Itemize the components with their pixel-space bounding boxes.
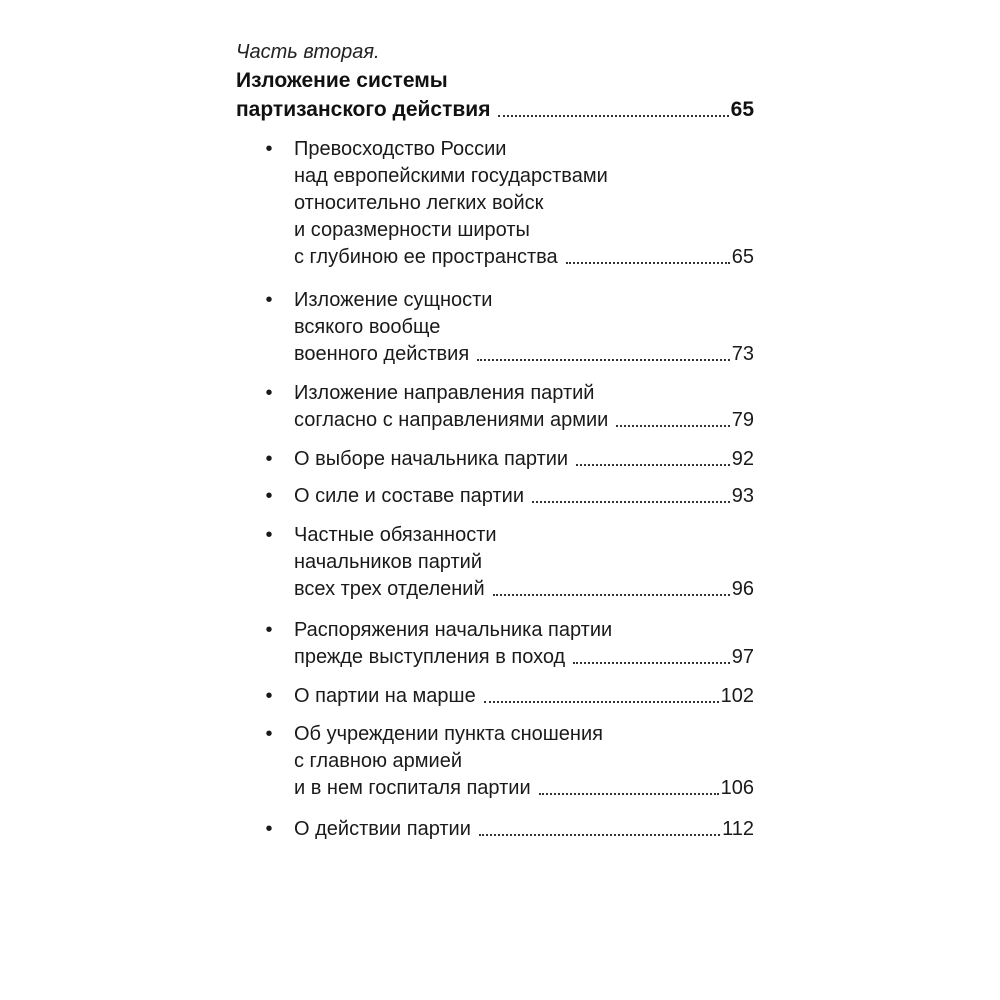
toc-entry-line: относительно легких войск — [294, 192, 544, 214]
dot-leader — [573, 662, 730, 664]
toc-entry-body — [294, 446, 754, 473]
page-number: 93 — [731, 485, 754, 507]
toc-entry-body — [294, 380, 754, 434]
toc-entry-body — [294, 522, 754, 603]
dot-leader — [532, 501, 730, 503]
toc-entry-text: и в нем госпиталя партии — [294, 777, 531, 799]
toc-entry-text: всех трех отделений — [294, 578, 485, 600]
toc-entry-last-line — [294, 341, 754, 368]
bullet-icon: • — [265, 723, 273, 745]
page-number: 92 — [731, 448, 754, 470]
toc-entry-body — [294, 287, 754, 368]
toc-entry-text: прежде выступления в поход — [294, 646, 566, 668]
toc-entry-last-line — [294, 683, 754, 710]
bullet-icon: • — [265, 289, 273, 311]
toc-entry-text: О действии партии — [294, 818, 471, 840]
part-title-line-1: Изложение системы — [236, 69, 448, 92]
toc-entry-text: О партии на марше — [294, 685, 476, 707]
toc-entry-last-line — [294, 816, 754, 843]
toc-entry-text: согласно с направлениями армии — [294, 409, 609, 431]
bullet-icon: • — [265, 448, 273, 470]
toc-entry-last-line — [294, 446, 754, 473]
part-label: Часть вторая. — [236, 41, 380, 63]
toc-entry-body — [294, 483, 754, 510]
toc-entry-line: с главною армией — [294, 750, 463, 772]
bullet-icon: • — [265, 619, 273, 641]
toc-entry-last-line — [294, 244, 754, 271]
toc-entry-line: Об учреждении пункта сношения — [294, 723, 603, 745]
toc-entry-line: Изложение направления партий — [294, 382, 595, 404]
page-number: 79 — [731, 409, 754, 431]
toc-entry-line: и соразмерности широты — [294, 219, 530, 241]
bullet-icon: • — [265, 138, 273, 160]
toc-entry-line: над европейскими государствами — [294, 165, 608, 187]
toc-entry-last-line — [294, 407, 754, 434]
toc-entry-line: всякого вообще — [294, 316, 441, 338]
bullet-icon: • — [265, 382, 273, 404]
part-title-line-2 — [236, 95, 754, 124]
page-number: 102 — [720, 685, 754, 707]
toc-entry-body — [294, 617, 754, 671]
toc-entry-text: О силе и составе партии — [294, 485, 524, 507]
part-title-text: партизанского действия — [236, 98, 491, 121]
toc-entry-body — [294, 721, 754, 802]
toc-entry-line: Частные обязанности — [294, 524, 497, 546]
part-title — [236, 66, 754, 124]
toc-entry-last-line — [294, 576, 754, 603]
page-number: 97 — [731, 646, 754, 668]
dot-leader — [566, 262, 730, 264]
dot-leader — [498, 115, 728, 117]
toc-entry-body — [294, 683, 754, 710]
dot-leader — [479, 834, 720, 836]
bullet-icon: • — [265, 485, 273, 507]
page-number: 112 — [722, 818, 754, 840]
toc-entry-last-line — [294, 644, 754, 671]
toc-entry-text: О выборе начальника партии — [294, 448, 569, 470]
bullet-icon: • — [265, 685, 273, 707]
dot-leader — [539, 793, 719, 795]
page-number: 96 — [731, 578, 754, 600]
dot-leader — [477, 359, 730, 361]
toc-entry-line: начальников партий — [294, 551, 482, 573]
toc-entry-line: Распоряжения начальника партии — [294, 619, 613, 641]
toc-entry-last-line — [294, 483, 754, 510]
page-number: 65 — [731, 246, 754, 268]
toc-entry-line: Превосходство России — [294, 138, 507, 160]
dot-leader — [576, 464, 730, 466]
bullet-icon: • — [265, 524, 273, 546]
toc-entry-body — [294, 816, 754, 843]
toc-entry-body — [294, 136, 754, 271]
bullet-icon: • — [265, 818, 273, 840]
dot-leader — [616, 425, 729, 427]
toc-entry-text: военного действия — [294, 343, 470, 365]
page-number: 65 — [730, 98, 754, 121]
toc-entry-last-line — [294, 775, 754, 802]
page-number: 73 — [731, 343, 754, 365]
dot-leader — [484, 701, 719, 703]
dot-leader — [493, 594, 730, 596]
toc-entry-line: Изложение сущности — [294, 289, 493, 311]
toc-entry-text: с глубиною ее пространства — [294, 246, 558, 268]
page-number: 106 — [720, 777, 754, 799]
